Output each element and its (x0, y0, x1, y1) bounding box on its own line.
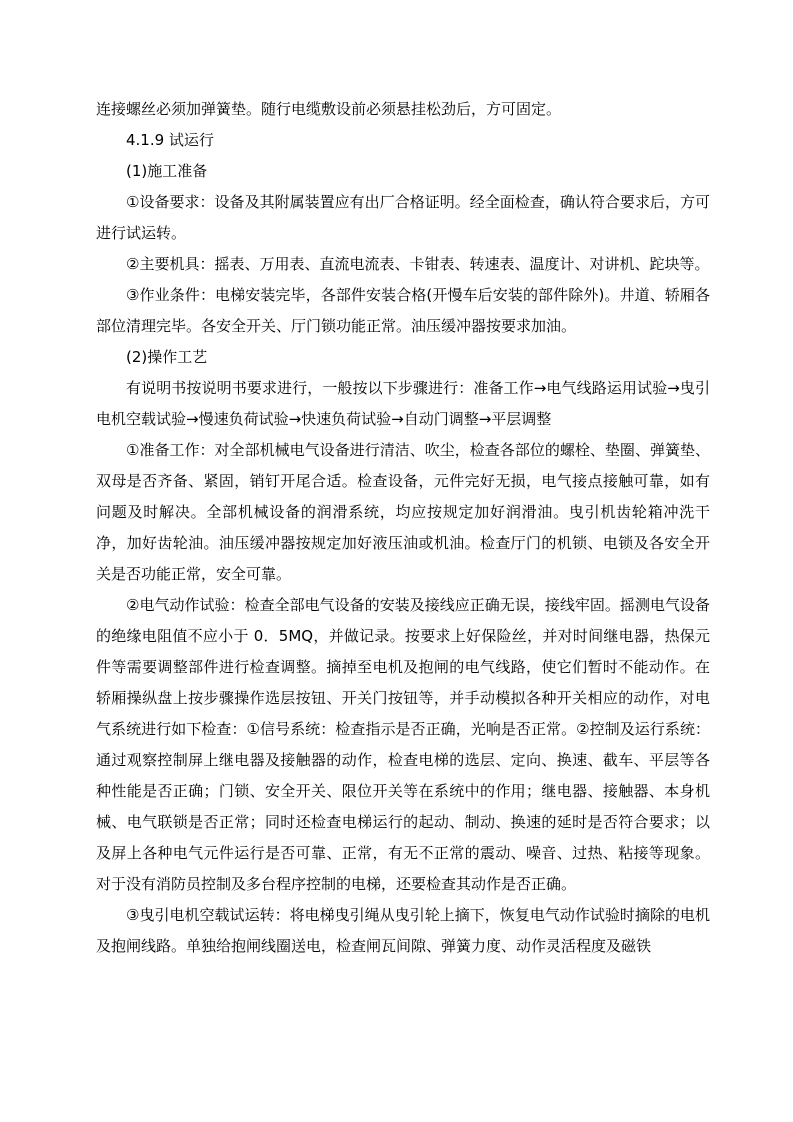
paragraph-preparation-work: ①准备工作：对全部机械电气设备进行清洁、吹尘，检查各部位的螺栓、垫圈、弹簧垫、双母是否齐备、紧固，销钉开尾合适。检查设备，元件完好无损，电气接点接触可靠，如有问题及时解决。全部机械设备的润滑系统，均应按规定加好润滑油。曳引机齿轮箱冲洗干净，加好齿轮油。油压缓冲器按规定加好液压油或机油。检查厅门的机锁、电锁及各安全开关是否功能正常，安全可靠。 (96, 441, 710, 583)
paragraph-procedure-overview: 有说明书按说明书要求进行，一般按以下步骤进行：准备工作→电气线路运用试验→曳引电机空载试验→慢速负荷试验→快速负荷试验→自动门调整→平层调整 (96, 379, 710, 428)
paragraph-traction-motor-no-load-test: ③曳引电机空载试运转：将电梯曳引绳从曳引轮上摘下，恢复电气动作试验时摘除的电机及抱闸线路。单独给抱闸线圈送电，检查闸瓦间隙、弹簧力度、动作灵活程度及磁铁 (96, 906, 710, 955)
subheading-construction-preparation: (1)施工准备 (126, 162, 208, 180)
paragraph-equipment-requirements: ①设备要求：设备及其附属装置应有出厂合格证明。经全面检查，确认符合要求后，方可进行试运转。 (96, 193, 710, 242)
paragraph-working-conditions: ③作业条件：电梯安装完毕，各部件安装合格(开慢车后安装的部件除外)。井道、轿厢各部位清理完毕。各安全开关、厅门锁功能正常。油压缓冲器按要求加油。 (96, 286, 710, 335)
paragraph-main-tools: ②主要机具：摇表、万用表、直流电流表、卡钳表、转速表、温度计、对讲机、跎块等。 (126, 255, 710, 273)
document-page (96, 94, 710, 962)
section-heading-trial-run: 4.1.9 试运行 (126, 131, 214, 149)
paragraph-continuation: 连接螺丝必须加弹簧垫。随行电缆敷设前必须悬挂松劲后，方可固定。 (96, 100, 562, 118)
subheading-operation-process: (2)操作工艺 (126, 348, 208, 366)
paragraph-electrical-action-test: ②电气动作试验：检查全部电气设备的安装及接线应正确无误，接线牢固。摇测电气设备的绝缘电阻值不应小于 0．5MQ，并做记录。按要求上好保险丝，并对时间继电器，热保元件等需要调整部件进行检查调整。摘掉至电机及抱闸的电气线路，使它们暂时不能动作。在轿厢操纵盘上按步骤操作选层按钮、开关门按钮等，并手动模拟各种开关相应的动作，对电气系统进行如下检查：①信号系统：检查指示是否正确，光响是否正常。②控制及运行系统：通过观察控制屏上继电器及接触器的动作，检查电梯的选层、定向、换速、截车、平层等各种性能是否正确；门锁、安全开关、限位开关等在系统中的作用；继电器、接触器、本身机械、电气联锁是否正常；同时还检查电梯运行的起动、制动、换速的延时是否符合要求；以及屏上各种电气元件运行是否可靠、正常，有无不正常的震动、噪音、过热、粘接等现象。对于没有消防员控制及多台程序控制的电梯，还要检查其动作是否正确。 (96, 596, 710, 893)
